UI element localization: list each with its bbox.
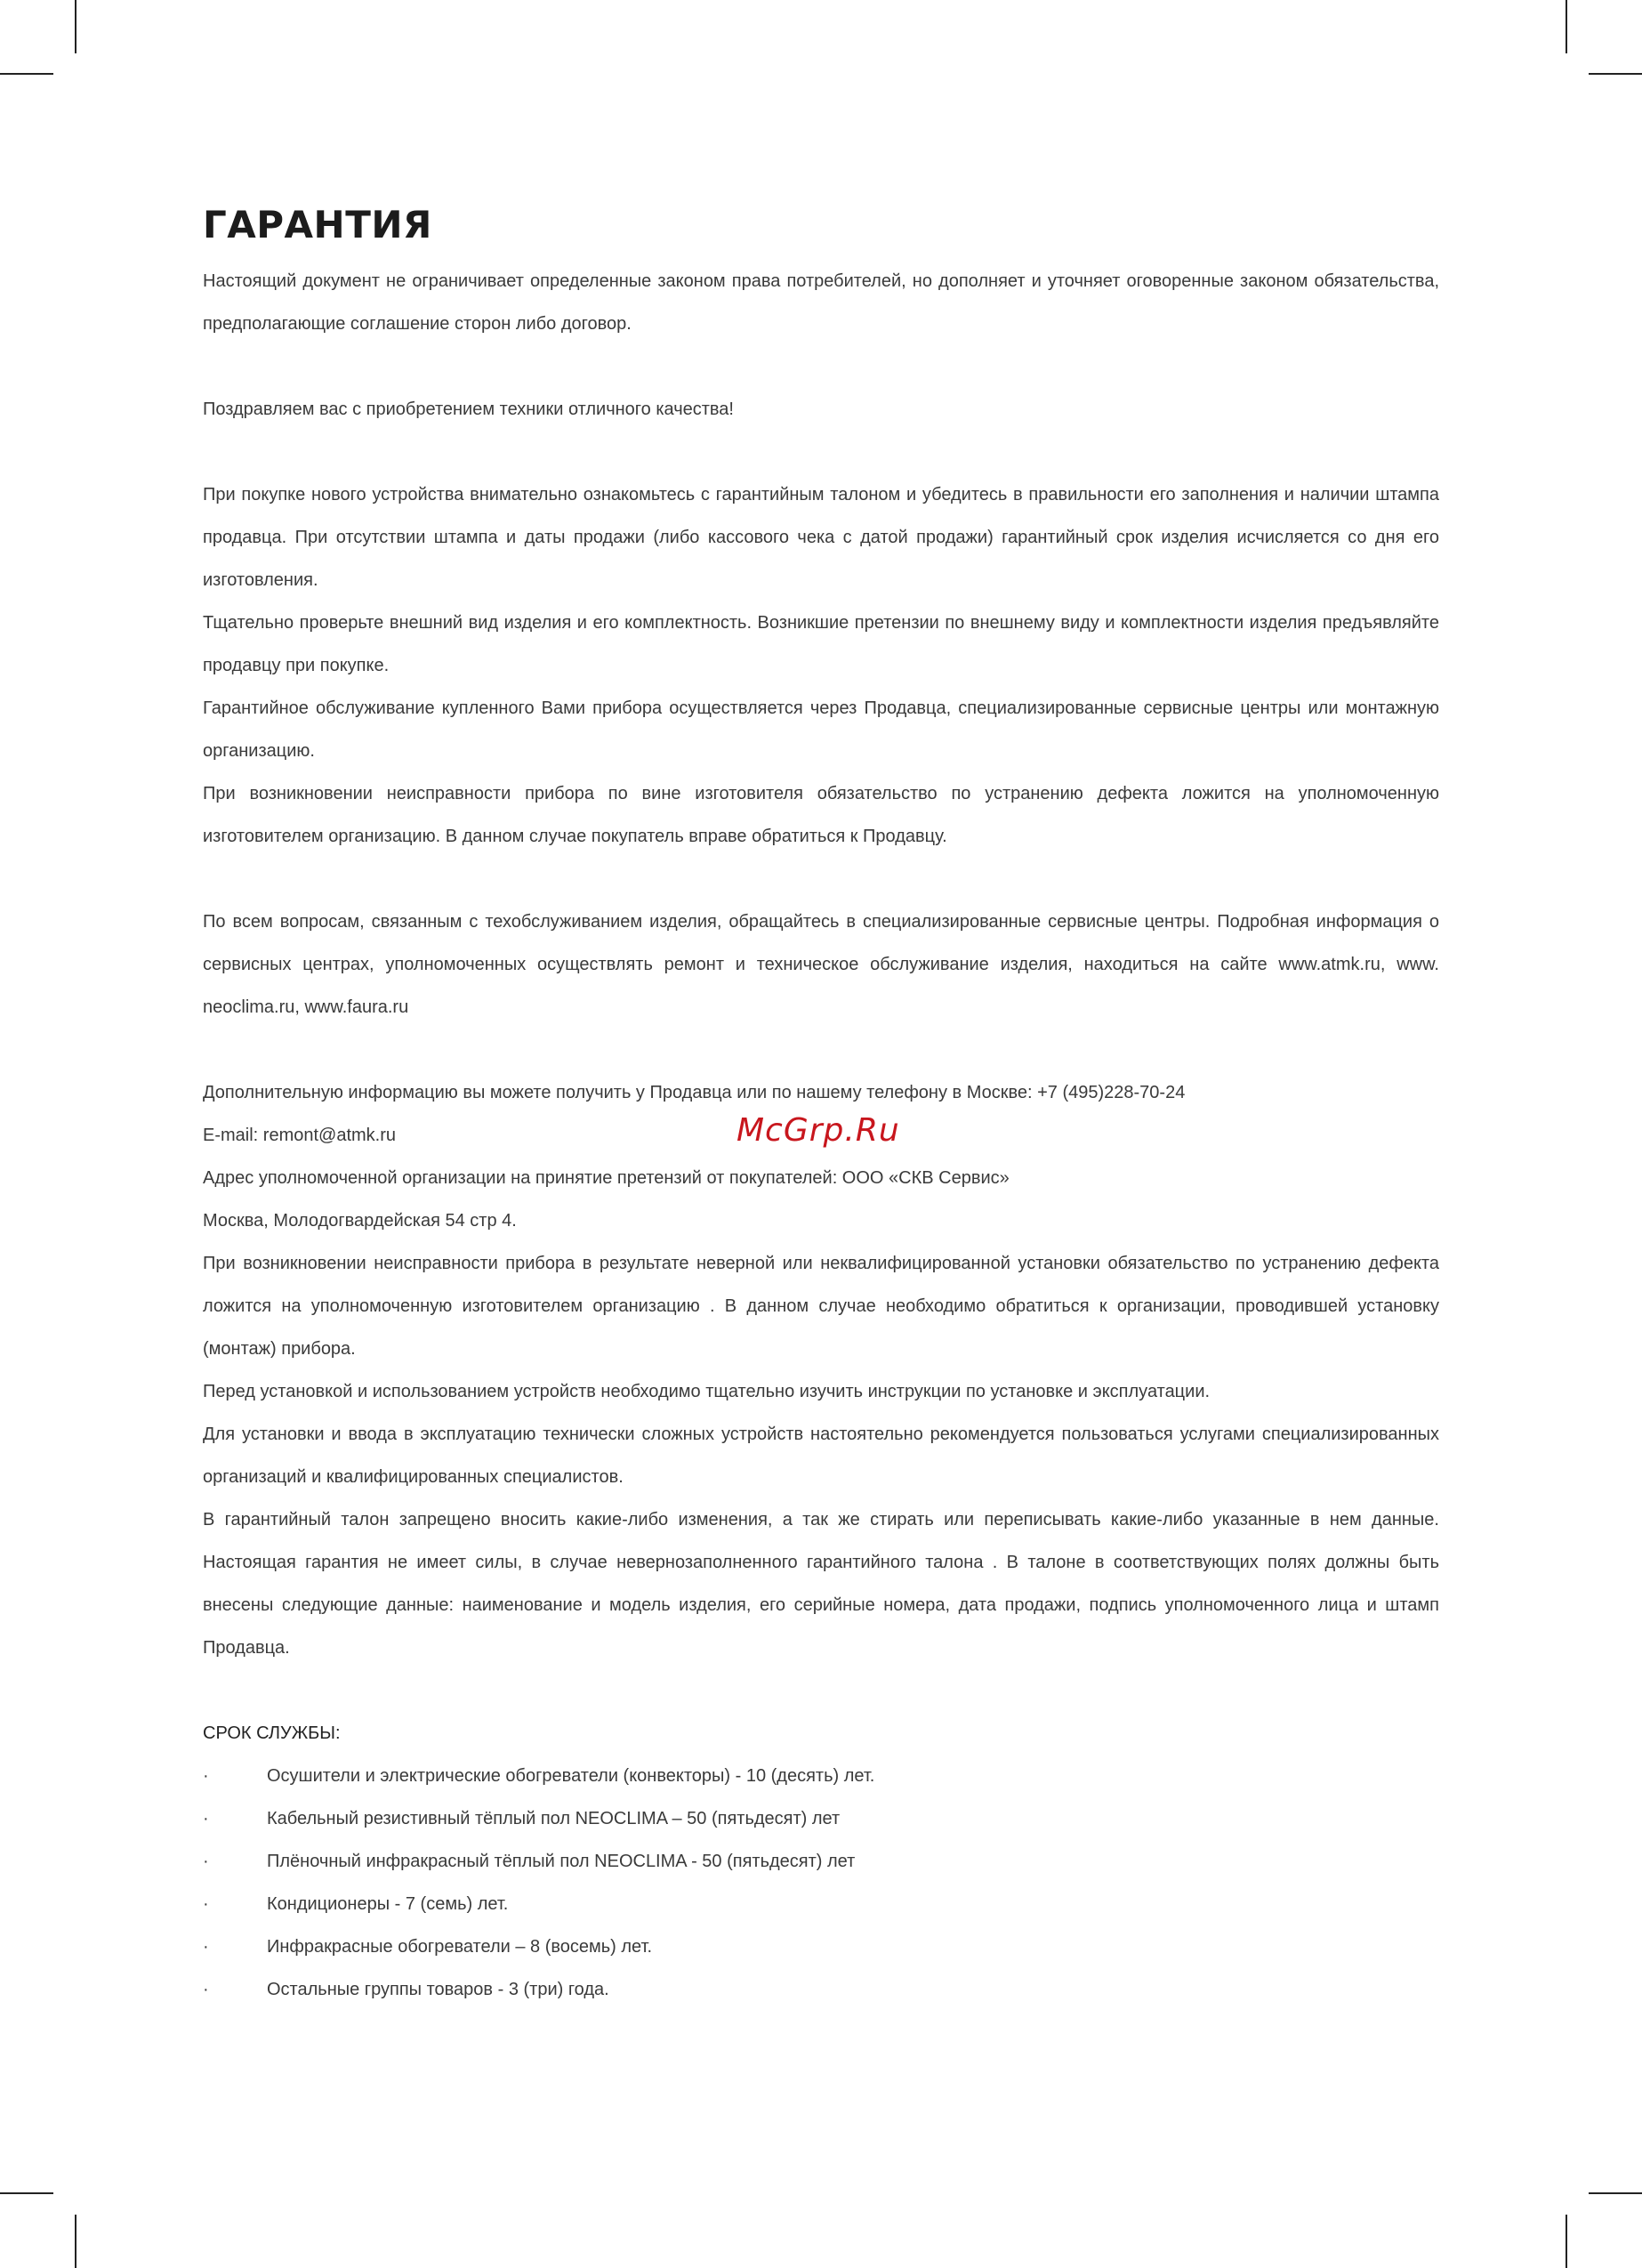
bullet-icon: · (203, 1980, 209, 1999)
list-item-text: Осушители и электрические обогреватели (конвекторы) - 10 (десять) лет. (267, 1766, 875, 1786)
watermark-text: McGrp.Ru (736, 1112, 900, 1149)
list-item-text: Кондиционеры - 7 (семь) лет. (267, 1894, 509, 1914)
bullet-icon: · (203, 1809, 209, 1828)
address-line: Адрес уполномоченной организации на принятие претензий от покупателей: ООО «СКВ Сервис» (203, 1168, 1010, 1188)
list-item (203, 1755, 1439, 1797)
paragraph: Для установки и ввода в эксплуатацию технически сложных устройств настоятельно рекомендуется пользоваться услугами специализированных организаций и квалифицированных специалистов. (203, 1425, 1439, 1487)
crop-mark (1566, 2215, 1567, 2268)
crop-mark (0, 2192, 53, 2194)
paragraph: При возникновении неисправности прибора по вине изготовителя обязательство по устранению дефекта ложится на уполномоченную изготовителем организацию. В данном случае покупатель вправе обратиться к Продавцу. (203, 784, 1439, 846)
paragraph: Гарантийное обслуживание купленного Вами прибора осуществляется через Продавца, специализированные сервисные центры или монтажную организацию. (203, 698, 1439, 761)
service-life-title: СРОК СЛУЖБЫ: (203, 1723, 341, 1743)
service-info-paragraph: По всем вопросам, связанным с техобслуживанием изделия, обращайтесь в специализированные сервисные центры. Подробная информация о сервисных центрах, уполномоченных осуществлять ремонт и техническое обслуживание изделия, находиться на сайте www.atmk.ru, www. neoclima.ru, www.faura.ru (203, 912, 1439, 1017)
list-item-text: Остальные группы товаров - 3 (три) года. (267, 1980, 609, 1999)
city-line: Москва, Молодогвардейская 54 стр 4. (203, 1211, 517, 1231)
page-title: ГАРАНТИЯ (203, 203, 432, 246)
crop-mark (1589, 2192, 1642, 2194)
phone-line: Дополнительную информацию вы можете получить у Продавца или по нашему телефону в Москве: +7 (495)228-70-24 (203, 1083, 1186, 1102)
congrats-paragraph: Поздравляем вас с приобретением техники отличного качества! (203, 400, 734, 419)
bullet-icon: · (203, 1766, 209, 1786)
intro-paragraph: Настоящий документ не ограничивает определенные законом права потребителей, но дополняет и уточняет оговоренные законом обязательства, предполагающие соглашение сторон либо договор. (203, 271, 1439, 334)
paragraph: Перед установкой и использованием устройств необходимо тщательно изучить инструкции по установке и эксплуатации. (203, 1382, 1211, 1401)
list-item-text: Кабельный резистивный тёплый пол NEOCLIMA – 50 (пятьдесят) лет (267, 1809, 841, 1828)
service-life-list (203, 1755, 1439, 2011)
bullet-icon: · (203, 1894, 209, 1914)
paragraph: В гарантийный талон запрещено вносить какие-либо изменения, а так же стирать или переписывать какие-либо указанные в нем данные. Настоящая гарантия не имеет силы, в случае невернозаполненного гарантийного талона . В талоне в соответствующих полях должны быть внесены следующие данные: наименование и модель изделия, его серийные номера, дата продажи, подпись уполномоченного лица и штамп Продавца. (203, 1510, 1439, 1658)
list-item (203, 1797, 1439, 1840)
crop-mark (75, 0, 76, 53)
list-item (203, 1925, 1439, 1968)
paragraph: Тщательно проверьте внешний вид изделия и его комплектность. Возникшие претензии по внешнему виду и комплектности изделия предъявляйте продавцу при покупке. (203, 613, 1439, 675)
bullet-icon: · (203, 1852, 209, 1871)
list-item (203, 1968, 1439, 2011)
email-line: E-mail: remont@atmk.ru (203, 1126, 397, 1145)
list-item (203, 1883, 1439, 1925)
crop-mark (1566, 0, 1567, 53)
list-item-text: Инфракрасные обогреватели – 8 (восемь) лет. (267, 1937, 653, 1957)
list-item (203, 1840, 1439, 1883)
crop-mark (0, 73, 53, 75)
crop-mark (75, 2215, 76, 2268)
paragraph: При покупке нового устройства внимательно ознакомьтесь с гарантийным талоном и убедитесь в правильности его заполнения и наличии штампа продавца. При отсутствии штампа и даты продажи (либо кассового чека с датой продажи) гарантийный срок изделия исчисляется со дня его изготовления. (203, 485, 1439, 590)
list-item-text: Плёночный инфракрасный тёплый пол NEOCLIMA - 50 (пятьдесят) лет (267, 1852, 856, 1871)
bullet-icon: · (203, 1937, 209, 1957)
paragraph: При возникновении неисправности прибора в результате неверной или неквалифицированной установки обязательство по устранению дефекта ложится на уполномоченную изготовителем организацию . В данном случае необходимо обратиться к организации, проводившей установку (монтаж) прибора. (203, 1254, 1439, 1359)
crop-mark (1589, 73, 1642, 75)
